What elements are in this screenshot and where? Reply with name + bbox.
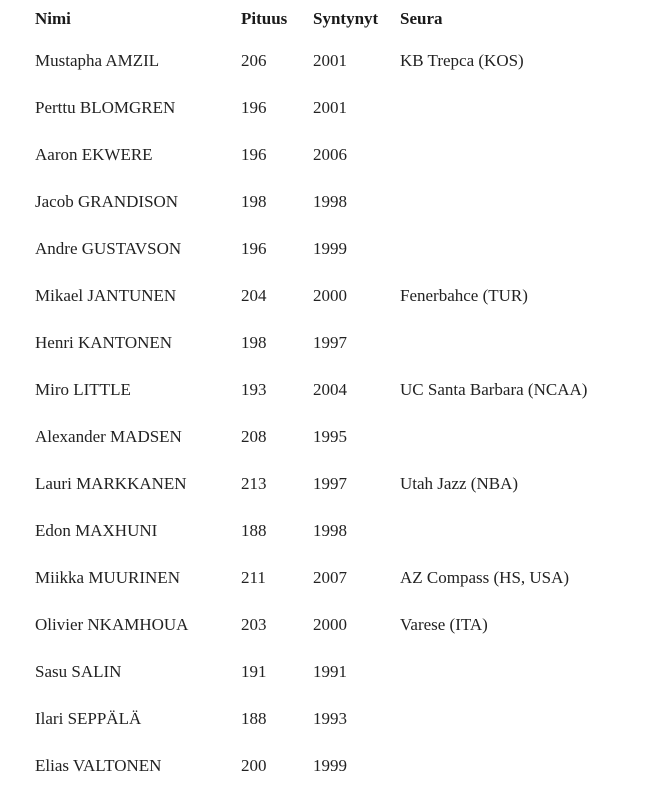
player-born-cell: 1993: [313, 708, 347, 728]
player-name-cell: Edon MAXHUNI: [35, 520, 158, 540]
player-club-cell: [393, 742, 633, 789]
player-height-cell: 198: [241, 333, 267, 353]
column-header-club: Seura: [400, 9, 443, 28]
player-name-cell: Ilari SEPPÄLÄ: [35, 708, 142, 728]
player-name-cell: Miro LITTLE: [35, 380, 131, 400]
player-club-cell: UC Santa Barbara (NCAA): [400, 380, 588, 400]
player-club-cell: [393, 132, 633, 179]
player-name-cell: Andre GUSTAVSON: [35, 239, 182, 259]
player-born-cell: 2001: [313, 98, 347, 118]
player-club-cell: [393, 695, 633, 742]
player-name-cell: Alexander MADSEN: [35, 426, 182, 446]
table-row: [28, 273, 633, 320]
player-height-cell: 196: [241, 145, 267, 165]
player-born-cell: 2006: [313, 145, 347, 165]
table-row: [28, 554, 633, 601]
table-row: [28, 695, 633, 742]
player-height-cell: 208: [241, 426, 267, 446]
player-height-cell: 191: [241, 661, 267, 681]
column-header-name: Nimi: [35, 9, 71, 28]
table-row: [28, 601, 633, 648]
player-born-cell: 1998: [313, 520, 347, 540]
table-row: [28, 367, 633, 414]
table-row: [28, 648, 633, 695]
header-row: [28, 0, 633, 38]
player-club-cell: [393, 320, 633, 367]
player-club-cell: AZ Compass (HS, USA): [400, 567, 570, 587]
player-born-cell: 2004: [313, 380, 347, 400]
player-height-cell: 200: [241, 755, 267, 775]
player-name-cell: Miikka MUURINEN: [35, 567, 180, 587]
table-row: [28, 320, 633, 367]
table-row: [28, 38, 633, 85]
player-club-cell: Utah Jazz (NBA): [400, 473, 519, 493]
roster-body: [28, 38, 633, 789]
player-club-cell: Fenerbahce (TUR): [400, 286, 528, 306]
player-height-cell: 198: [241, 192, 267, 212]
player-height-cell: 203: [241, 614, 267, 634]
player-club-cell: [393, 179, 633, 226]
table-row: [28, 226, 633, 273]
table-row: [28, 742, 633, 789]
player-height-cell: 196: [241, 98, 267, 118]
player-height-cell: 196: [241, 239, 267, 259]
player-born-cell: 2001: [313, 51, 347, 71]
player-height-cell: 213: [241, 473, 267, 493]
player-born-cell: 1995: [313, 426, 347, 446]
player-name-cell: Lauri MARKKANEN: [35, 473, 187, 493]
player-club-cell: Varese (ITA): [400, 614, 488, 634]
player-height-cell: 193: [241, 380, 267, 400]
table-row: [28, 414, 633, 461]
player-height-cell: 204: [241, 286, 267, 306]
player-club-cell: [393, 85, 633, 132]
player-born-cell: 2000: [313, 286, 347, 306]
player-club-cell: KB Trepca (KOS): [400, 51, 524, 71]
player-born-cell: 1997: [313, 473, 347, 493]
player-born-cell: 2007: [313, 567, 347, 587]
player-height-cell: 206: [241, 51, 267, 71]
player-born-cell: 1991: [313, 661, 347, 681]
table-row: [28, 179, 633, 226]
player-height-cell: 211: [241, 567, 266, 587]
player-height-cell: 188: [241, 708, 267, 728]
player-club-cell: [393, 226, 633, 273]
player-name-cell: Mikael JANTUNEN: [35, 286, 177, 306]
player-club-cell: [393, 414, 633, 461]
player-name-cell: Perttu BLOMGREN: [35, 98, 176, 118]
player-name-cell: Aaron EKWERE: [35, 145, 153, 165]
player-born-cell: 1999: [313, 755, 347, 775]
column-header-height: Pituus: [241, 9, 288, 28]
player-name-cell: Olivier NKAMHOUA: [35, 614, 189, 634]
player-name-cell: Henri KANTONEN: [35, 333, 173, 353]
table-row: [28, 132, 633, 179]
column-header-born: Syntynyt: [313, 9, 379, 28]
player-born-cell: 1998: [313, 192, 347, 212]
table-row: [28, 460, 633, 507]
player-height-cell: 188: [241, 520, 267, 540]
table-row: [28, 85, 633, 132]
roster-table: [28, 0, 633, 789]
player-club-cell: [393, 648, 633, 695]
player-name-cell: Jacob GRANDISON: [35, 192, 179, 212]
table-row: [28, 507, 633, 554]
player-born-cell: 2000: [313, 614, 347, 634]
player-name-cell: Sasu SALIN: [35, 661, 122, 681]
player-name-cell: Elias VALTONEN: [35, 755, 162, 775]
player-club-cell: [393, 507, 633, 554]
player-born-cell: 1999: [313, 239, 347, 259]
player-born-cell: 1997: [313, 333, 347, 353]
player-name-cell: Mustapha AMZIL: [35, 51, 160, 71]
